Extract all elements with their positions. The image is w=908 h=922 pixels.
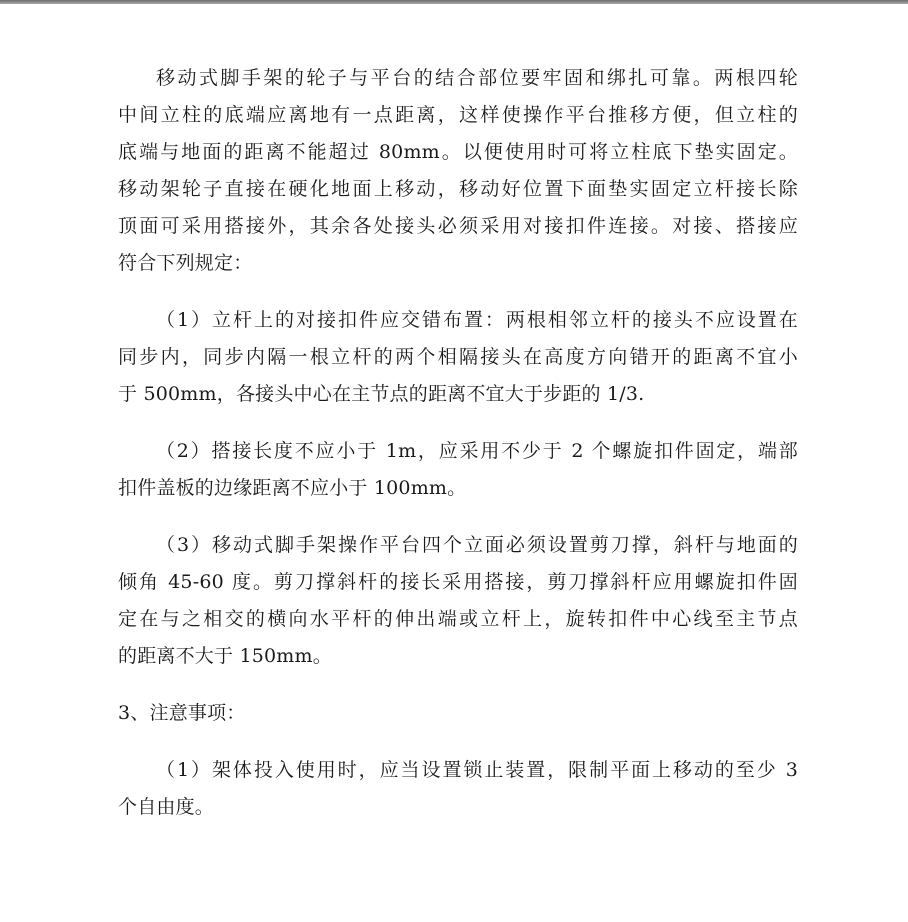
text-line: 移动架轮子直接在硬化地面上移动，移动好位置下面垫实固定立杆接长除: [118, 178, 798, 200]
text-line: 符合下列规定：: [118, 252, 253, 274]
paragraph-1: [118, 60, 798, 282]
text-line: 于 500mm，各接头中心在主节点的距离不宜大于步距的 1/3.: [118, 383, 645, 405]
text-line: （1）架体投入使用时，应当设置锁止装置，限制平面上移动的至少 3: [156, 759, 798, 781]
paragraph-spacer: [118, 282, 798, 302]
paragraph-spacer: [118, 732, 798, 752]
paragraph-4: [118, 527, 798, 675]
text-line: 中间立柱的底端应离地有一点距离，这样使操作平台推移方便，但立柱的: [118, 104, 798, 126]
document-body: [118, 60, 798, 826]
text-line: 同步内，同步内隔一根立杆的两个相隔接头在高度方向错开的距离不宜小: [118, 346, 798, 368]
paragraph-2: [118, 302, 798, 413]
section-heading: [118, 695, 798, 732]
text-line: 底端与地面的距离不能超过 80mm。以便使用时可将立柱底下垫实固定。: [118, 141, 798, 163]
window-top-border: [0, 0, 908, 4]
text-line: （3）移动式脚手架操作平台四个立面必须设置剪刀撑，斜杆与地面的: [156, 534, 798, 556]
paragraph-3: [118, 433, 798, 507]
text-line: 的距离不大于 150mm。: [118, 645, 332, 667]
text-line: 扣件盖板的边缘距离不应小于 100mm。: [118, 477, 467, 499]
paragraph-spacer: [118, 675, 798, 695]
paragraph-spacer: [118, 507, 798, 527]
text-line: 倾角 45-60 度。剪刀撑斜杆的接长采用搭接，剪刀撑斜杆应用螺旋扣件固: [118, 571, 798, 593]
heading-text: 3、注意事项：: [118, 702, 246, 724]
text-line: 顶面可采用搭接外，其余各处接头必须采用对接扣件连接。对接、搭接应: [118, 215, 798, 237]
text-line: 定在与之相交的横向水平杆的伸出端或立杆上，旋转扣件中心线至主节点: [118, 608, 798, 630]
text-line: 移动式脚手架的轮子与平台的结合部位要牢固和绑扎可靠。两根四轮: [156, 67, 798, 89]
text-line: 个自由度。: [118, 796, 215, 818]
paragraph-spacer: [118, 413, 798, 433]
paragraph-5: [118, 752, 798, 826]
text-line: （2）搭接长度不应小于 1m，应采用不少于 2 个螺旋扣件固定，端部: [156, 440, 798, 462]
text-line: （1）立杆上的对接扣件应交错布置：两根相邻立杆的接头不应设置在: [156, 309, 798, 331]
